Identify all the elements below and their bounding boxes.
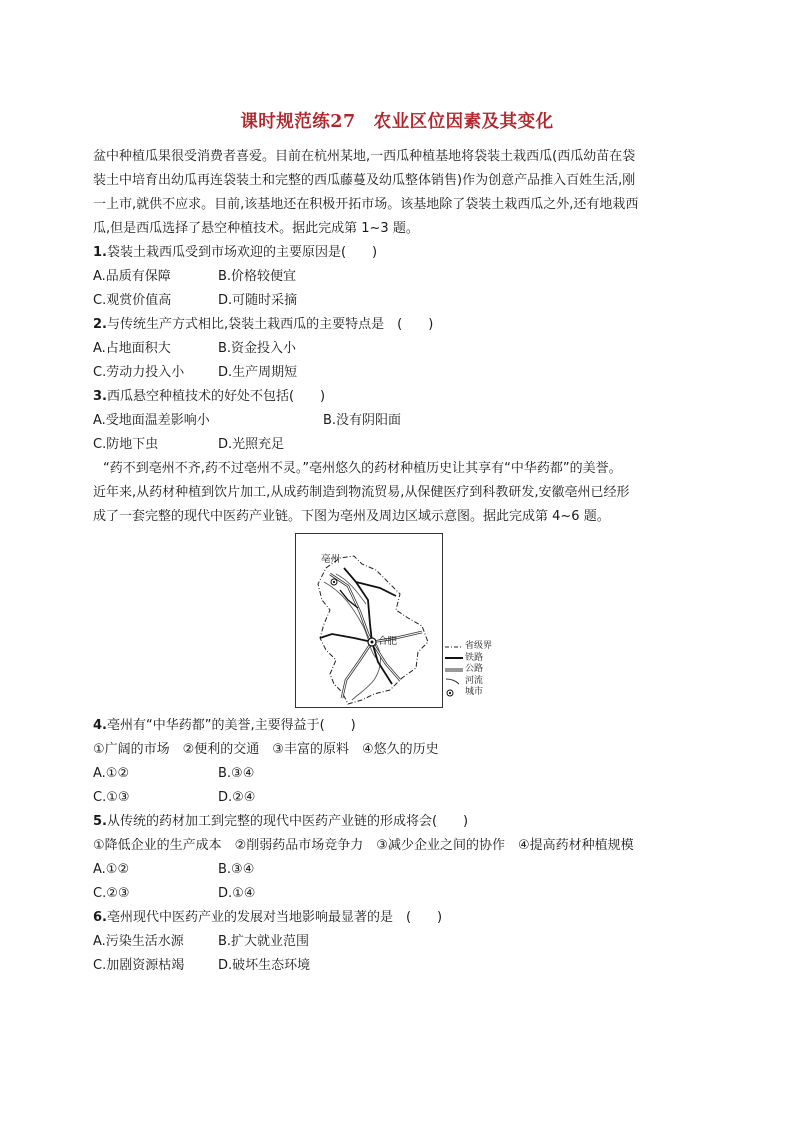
option-d: D.生产周期短 [218,365,298,380]
city-marker [333,581,335,583]
option-c: C.②③ [93,886,130,901]
intro-passage-1 [93,145,713,241]
region-map [295,533,443,708]
question-number: 2. [93,317,107,332]
question-number: 3. [93,389,107,404]
question-6 [93,906,713,978]
question-1 [93,241,713,313]
option-b: B.资金投入小 [218,341,297,356]
legend-label: 省级界 [465,641,493,651]
intro-passage-2 [93,457,713,529]
legend-item-highway [445,664,492,676]
page-title [0,108,794,133]
question-items: ①降低企业的生产成本 ②削弱药品市场竞争力 ③减少企业之间的协作 ④提高药材种植规模 [93,838,634,853]
passage-line: 瓜,但是西瓜选择了悬空种植技术。据此完成第 1~3 题。 [93,221,419,236]
question-4 [93,714,713,810]
legend-item-boundary [445,641,492,653]
legend-item-railway [445,653,492,665]
passage-line: 成了一套完整的现代中医药产业链。下图为亳州及周边区域示意图。据此完成第 4~6 题。 [93,509,610,524]
legend-label: 河流 [465,675,484,686]
highway-symbol-icon [445,667,463,673]
question-items: ①广阔的市场 ②便利的交通 ③丰富的原料 ④悠久的历史 [93,742,439,757]
map-label-bozhou: 亳州 [321,554,341,565]
legend-label: 城市 [465,687,484,697]
option-row [93,882,713,906]
option-d: D.可随时采摘 [218,293,298,308]
legend-label: 公路 [465,664,484,674]
question-stem [93,810,713,834]
option-row [93,930,713,954]
legend-label: 铁路 [465,652,484,663]
option-row [93,786,713,810]
boundary-symbol-icon [445,644,463,650]
question-3 [93,385,713,457]
passage-line: “药不到亳州不齐,药不过亳州不灵。”亳州悠久的药材种植历史让其享有“中华药都”的美誉。 [103,461,622,476]
figure-region [93,529,713,714]
passage-line: 装土中培育出幼瓜再连袋装土和完整的西瓜藤蔓及幼瓜整体销售)作为创意产品推入百姓生活,刚 [93,173,636,188]
legend-item-city [445,687,492,699]
question-text: 与传统生产方式相比,袋装土栽西瓜的主要特点是 ( ) [106,317,434,332]
railway [320,634,372,642]
question-number: 1. [93,245,107,260]
option-c: C.加剧资源枯竭 [93,958,185,973]
question-text: 西瓜悬空种植技术的好处不包括( ) [106,389,326,404]
title-topic: 农业区位因素及其变化 [373,112,554,132]
option-row [93,954,713,978]
option-row [93,409,713,433]
option-b: B.扩大就业范围 [218,934,310,949]
option-b: B.价格较便宜 [218,269,297,284]
passage-line: 盆中种植瓜果很受消费者喜爱。目前在杭州某地,一西瓜种植基地将袋装土栽西瓜(西瓜幼苗在袋 [93,149,636,164]
content [93,145,713,978]
option-d: D.光照充足 [218,437,285,452]
question-5 [93,810,713,906]
question-text: 从传统的药材加工到完整的现代中医药产业链的形成将会( ) [106,814,469,829]
option-row [93,289,713,313]
option-d: D.破坏生态环境 [218,958,311,973]
question-stem [93,241,713,265]
option-row [93,858,713,882]
option-row [93,762,713,786]
option-d: D.②④ [218,790,256,805]
title-lesson-number: 课时规范练27 [240,112,356,132]
option-a: A.污染生活水源 [93,934,184,949]
option-row [93,265,713,289]
question-text: 亳州有“中华药都”的美誉,主要得益于( ) [106,718,356,733]
option-a: A.①② [93,862,130,877]
option-c: C.劳动力投入小 [93,365,185,380]
question-text: 亳州现代中医药产业的发展对当地影响最显著的是 ( ) [106,910,443,925]
option-a: A.受地面温差影响小 [93,413,210,428]
passage-line: 一上市,就供不应求。目前,该基地还在积极开拓市场。该基地除了袋装土栽西瓜之外,还有地栽西 [93,197,639,212]
option-a: A.占地面积大 [93,341,171,356]
river-symbol-icon [445,677,463,685]
city-symbol-icon [445,689,463,697]
option-row [93,361,713,385]
map-legend [445,641,492,699]
option-d: D.①④ [218,886,256,901]
option-c: C.观赏价值高 [93,293,172,308]
city-marker-hefei [371,641,374,644]
question-stem [93,906,713,930]
question-number: 6. [93,910,107,925]
option-b: B.③④ [218,862,255,877]
question-number: 4. [93,718,107,733]
passage-line: 近年来,从药材种植到饮片加工,从成药制造到物流贸易,从保健医疗到科教研发,安徽亳州已经形 [93,485,630,500]
question-text: 袋装土栽西瓜受到市场欢迎的主要原因是( ) [106,245,378,260]
question-stem [93,385,713,409]
option-row [93,433,713,457]
option-b: B.没有阴阳面 [323,413,402,428]
option-b: B.③④ [218,766,255,781]
map-label-hefei: 合肥 [378,636,398,647]
option-c: C.防地下虫 [93,437,159,452]
legend-item-river [445,676,492,688]
option-a: A.品质有保障 [93,269,171,284]
question-2 [93,313,713,385]
option-a: A.①② [93,766,130,781]
question-number: 5. [93,814,107,829]
option-c: C.①③ [93,790,130,805]
railway-symbol-icon [445,655,463,661]
question-stem [93,714,713,738]
map-drawing [296,534,442,707]
question-stem [93,313,713,337]
highway [342,642,372,698]
option-row [93,337,713,361]
